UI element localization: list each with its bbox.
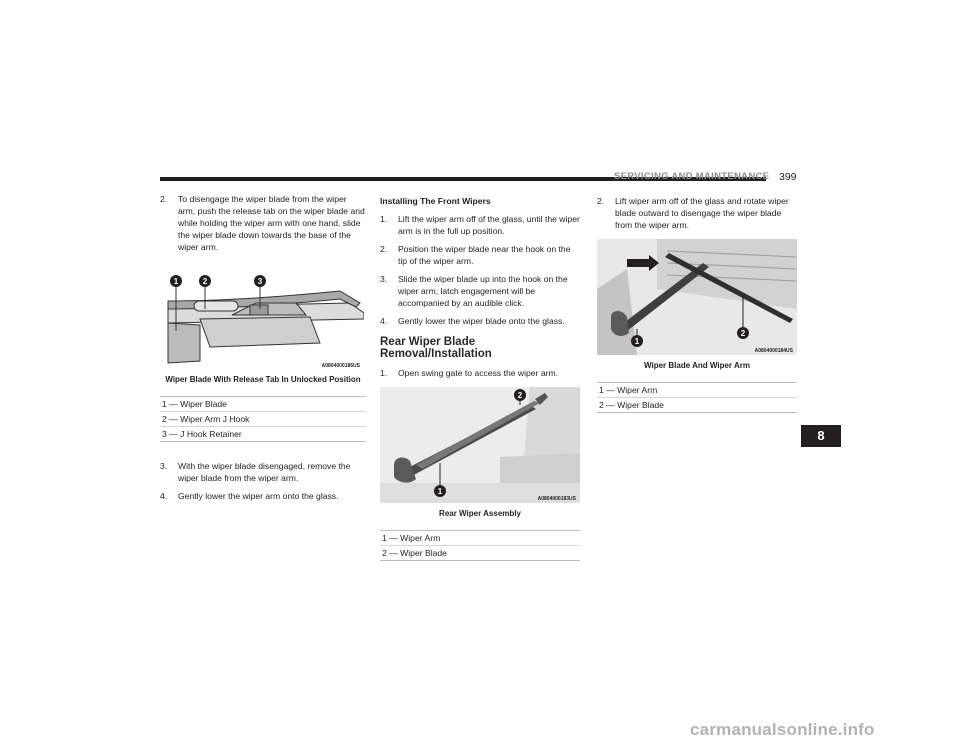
- figure-legend: [160, 396, 366, 442]
- install-step: [380, 213, 580, 237]
- figure-rear-wiper-assembly: [380, 387, 580, 503]
- page-number: 399: [779, 171, 797, 183]
- step-text: Open swing gate to access the wiper arm.: [398, 368, 559, 378]
- rear-wiper-illustration: [380, 387, 580, 503]
- wiper-blade-illustration: [160, 271, 364, 369]
- running-header-title: SERVICING AND MAINTENANCE: [614, 171, 770, 182]
- figure-legend: [380, 530, 580, 561]
- figure-caption: Rear Wiper Assembly: [439, 509, 521, 518]
- figure-wiper-blade-and-arm: [597, 239, 797, 355]
- step-number: 1.: [380, 368, 388, 378]
- footer-watermark[interactable]: carmanualsonline.info: [690, 720, 875, 739]
- install-step: [380, 315, 580, 327]
- callout-1: 1: [173, 277, 179, 286]
- step-text: Slide the wiper blade up into the hook on the wiper arm, latch engagement will be accompanied by an audible click.: [398, 274, 568, 308]
- step-2-rotate-blade: [597, 195, 797, 231]
- legend-item: 3 — J Hook Retainer: [160, 426, 366, 441]
- legend-item: 1 — Wiper Blade: [162, 399, 227, 409]
- install-step: [380, 273, 580, 309]
- right-column: [597, 195, 797, 413]
- step-text: Lift wiper arm off of the glass and rotate wiper blade outward to disengage the wiper blade from the wiper arm.: [615, 196, 789, 230]
- step-text: Gently lower the wiper blade onto the glass.: [398, 316, 565, 326]
- middle-column: [380, 195, 580, 561]
- legend-item: 1 — Wiper Arm: [382, 533, 441, 543]
- legend-item: 2 — Wiper Blade: [597, 397, 797, 412]
- rear-step-1: [380, 367, 580, 379]
- step-number: 4.: [160, 491, 168, 501]
- step-text: Position the wiper blade near the hook on the tip of the wiper arm.: [398, 244, 571, 266]
- callout-3: 3: [257, 277, 263, 286]
- legend-item: 2 — Wiper Blade: [380, 545, 580, 560]
- step-2-disengage: [160, 193, 366, 253]
- step-3-remove-blade: [160, 460, 366, 484]
- figure-caption: Wiper Blade And Wiper Arm: [644, 361, 750, 370]
- step-number: 2.: [160, 194, 168, 204]
- step-text: Lift the wiper arm off of the glass, until the wiper arm is in the full up position.: [398, 214, 580, 236]
- figure-code: A0804000183US: [537, 496, 576, 502]
- step-text: To disengage the wiper blade from the wiper arm, push the release tab on the wiper blade and while holding the wiper arm with one hand, slide the wiper blade down towards the base of the wiper arm.: [178, 194, 365, 252]
- figure-caption: Wiper Blade With Release Tab In Unlocked Position: [165, 375, 361, 384]
- figure-wiper-blade-release-tab: [160, 271, 364, 369]
- step-number: 2.: [380, 244, 388, 254]
- callout-2: 2: [740, 329, 746, 338]
- callout-1: 1: [634, 337, 640, 346]
- chapter-tab: 8: [801, 425, 841, 447]
- callout-2: 2: [517, 391, 523, 400]
- figure-code: A0804000186US: [321, 363, 360, 369]
- legend-item: 1 — Wiper Arm: [599, 385, 658, 395]
- subheading-installing-front-wipers: Installing The Front Wipers: [380, 196, 491, 206]
- step-number: 2.: [597, 196, 605, 206]
- left-column: [160, 193, 366, 508]
- step-number: 1.: [380, 214, 388, 224]
- step-text: With the wiper blade disengaged, remove the wiper blade from the wiper arm.: [178, 461, 351, 483]
- step-4-lower-arm: [160, 490, 366, 502]
- step-text: Gently lower the wiper arm onto the glass.: [178, 491, 339, 501]
- callout-1: 1: [437, 487, 443, 496]
- install-step: [380, 243, 580, 267]
- legend-item: 2 — Wiper Arm J Hook: [160, 411, 366, 426]
- figure-code: A0804000184US: [754, 348, 793, 354]
- section-heading-rear-wiper: Rear Wiper Blade Removal/Installation: [380, 336, 492, 360]
- step-number: 3.: [380, 274, 388, 284]
- callout-2: 2: [202, 277, 208, 286]
- wiper-arm-illustration: [597, 239, 797, 355]
- figure-legend: [597, 382, 797, 413]
- step-number: 3.: [160, 461, 168, 471]
- step-number: 4.: [380, 316, 388, 326]
